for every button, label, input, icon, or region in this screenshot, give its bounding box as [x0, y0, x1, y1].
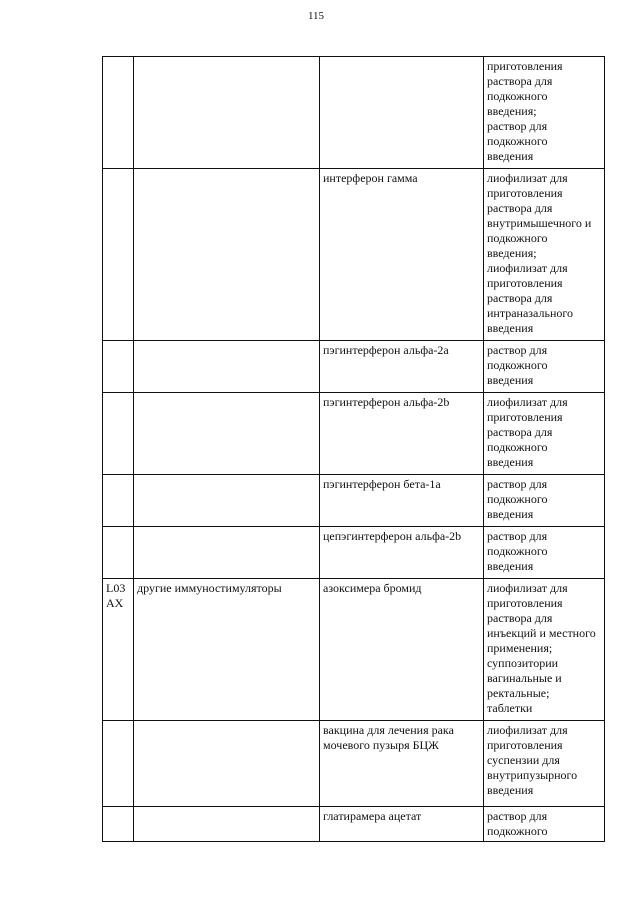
dosage-form-line: введения;: [487, 246, 537, 260]
group-name-cell: [134, 341, 320, 393]
dosage-form-line: введения: [487, 783, 534, 797]
atc-code-cell: [103, 721, 134, 807]
table-row: [103, 341, 605, 393]
dosage-form-line: введения: [487, 507, 534, 521]
dosage-form-line: лиофилизат для: [487, 395, 568, 409]
dosage-form-line: лиофилизат для: [487, 171, 568, 185]
dosage-form-line: инъекций и местного: [487, 626, 596, 640]
table-row: [103, 721, 605, 807]
table-row: [103, 393, 605, 475]
dosage-form-line: внутрипузырного: [487, 768, 578, 782]
dosage-form-line: раствора для: [487, 425, 553, 439]
dosage-form-line: подкожного: [487, 440, 548, 454]
page-number: 115: [307, 10, 325, 22]
dosage-form-line: введения: [487, 149, 534, 163]
dosage-form-line: введения: [487, 321, 534, 335]
dosage-form-line: лиофилизат для: [487, 723, 568, 737]
dosage-form-line: раствор для: [487, 477, 548, 491]
dosage-form-line: лиофилизат для: [487, 261, 568, 275]
atc-code-cell: [103, 807, 134, 842]
atc-code-cell: [103, 57, 134, 169]
drug-name-cell: [320, 57, 484, 169]
atc-code-cell: [103, 393, 134, 475]
dosage-form-line: подкожного: [487, 492, 548, 506]
dosage-form-line: применения;: [487, 641, 553, 655]
dosage-form-cell: [484, 807, 605, 842]
dosage-form-line: раствора для: [487, 74, 553, 88]
table-row: [103, 475, 605, 527]
dosage-form-line: раствор для: [487, 809, 548, 823]
dosage-form-line: приготовления: [487, 738, 563, 752]
dosage-form-line: раствор для: [487, 343, 548, 357]
dosage-form-line: приготовления: [487, 596, 563, 610]
drug-name-cell: азоксимера бромид: [320, 579, 484, 721]
dosage-form-line: ректальные;: [487, 686, 550, 700]
drug-name-cell: пэгинтерферон бета-1a: [320, 475, 484, 527]
dosage-form-line: лиофилизат для: [487, 581, 568, 595]
table-row: [103, 169, 605, 341]
dosage-form-line: интраназального: [487, 306, 573, 320]
dosage-form-line: введения: [487, 559, 534, 573]
drug-name-cell: цепэгинтерферон альфа-2b: [320, 527, 484, 579]
dosage-form-line: приготовления: [487, 276, 563, 290]
group-name-cell: [134, 393, 320, 475]
dosage-form-cell: [484, 341, 605, 393]
dosage-form-line: приготовления: [487, 186, 563, 200]
dosage-form-cell: [484, 169, 605, 341]
dosage-form-cell: [484, 527, 605, 579]
group-name-cell: [134, 475, 320, 527]
dosage-form-line: введения: [487, 455, 534, 469]
dosage-form-line: раствора для: [487, 201, 553, 215]
dosage-form-line: раствора для: [487, 291, 553, 305]
table-row: [103, 579, 605, 721]
group-name-cell: [134, 807, 320, 842]
dosage-form-line: подкожного: [487, 89, 548, 103]
table-row: [103, 57, 605, 169]
table-row: [103, 527, 605, 579]
dosage-form-line: введения;: [487, 104, 537, 118]
group-name-cell: другие иммуностимуляторы: [134, 579, 320, 721]
group-name-cell: [134, 721, 320, 807]
dosage-form-line: введения: [487, 373, 534, 387]
dosage-form-line: суппозитории: [487, 656, 559, 670]
dosage-form-line: подкожного: [487, 134, 548, 148]
dosage-form-cell: [484, 579, 605, 721]
group-name-cell: [134, 57, 320, 169]
dosage-form-line: подкожного: [487, 824, 548, 838]
dosage-form-line: подкожного: [487, 358, 548, 372]
dosage-form-line: таблетки: [487, 701, 533, 715]
atc-code-cell: L03AX: [103, 579, 134, 721]
drug-table: [102, 56, 605, 842]
atc-code-cell: [103, 527, 134, 579]
dosage-form-line: подкожного: [487, 231, 548, 245]
dosage-form-cell: [484, 475, 605, 527]
dosage-form-cell: [484, 721, 605, 807]
drug-name-cell: пэгинтерферон альфа-2a: [320, 341, 484, 393]
dosage-form-line: раствор для: [487, 119, 548, 133]
dosage-form-cell: [484, 393, 605, 475]
group-name-cell: [134, 169, 320, 341]
drug-name-cell: глатирамера ацетат: [320, 807, 484, 842]
dosage-form-line: вагинальные и: [487, 671, 562, 685]
drug-name-cell: вакцина для лечения рака мочевого пузыря БЦЖ: [320, 721, 484, 807]
drug-name-cell: интерферон гамма: [320, 169, 484, 341]
table-row: [103, 807, 605, 842]
dosage-form-line: приготовления: [487, 410, 563, 424]
atc-code-cell: [103, 341, 134, 393]
dosage-form-cell: [484, 57, 605, 169]
atc-code-cell: [103, 169, 134, 341]
dosage-form-line: раствор для: [487, 529, 548, 543]
dosage-form-line: подкожного: [487, 544, 548, 558]
dosage-form-line: внутримышечного и: [487, 216, 592, 230]
group-name-cell: [134, 527, 320, 579]
atc-code-cell: [103, 475, 134, 527]
dosage-form-line: приготовления: [487, 59, 563, 73]
dosage-form-line: суспензии для: [487, 753, 560, 767]
dosage-form-line: раствора для: [487, 611, 553, 625]
drug-name-cell: пэгинтерферон альфа-2b: [320, 393, 484, 475]
